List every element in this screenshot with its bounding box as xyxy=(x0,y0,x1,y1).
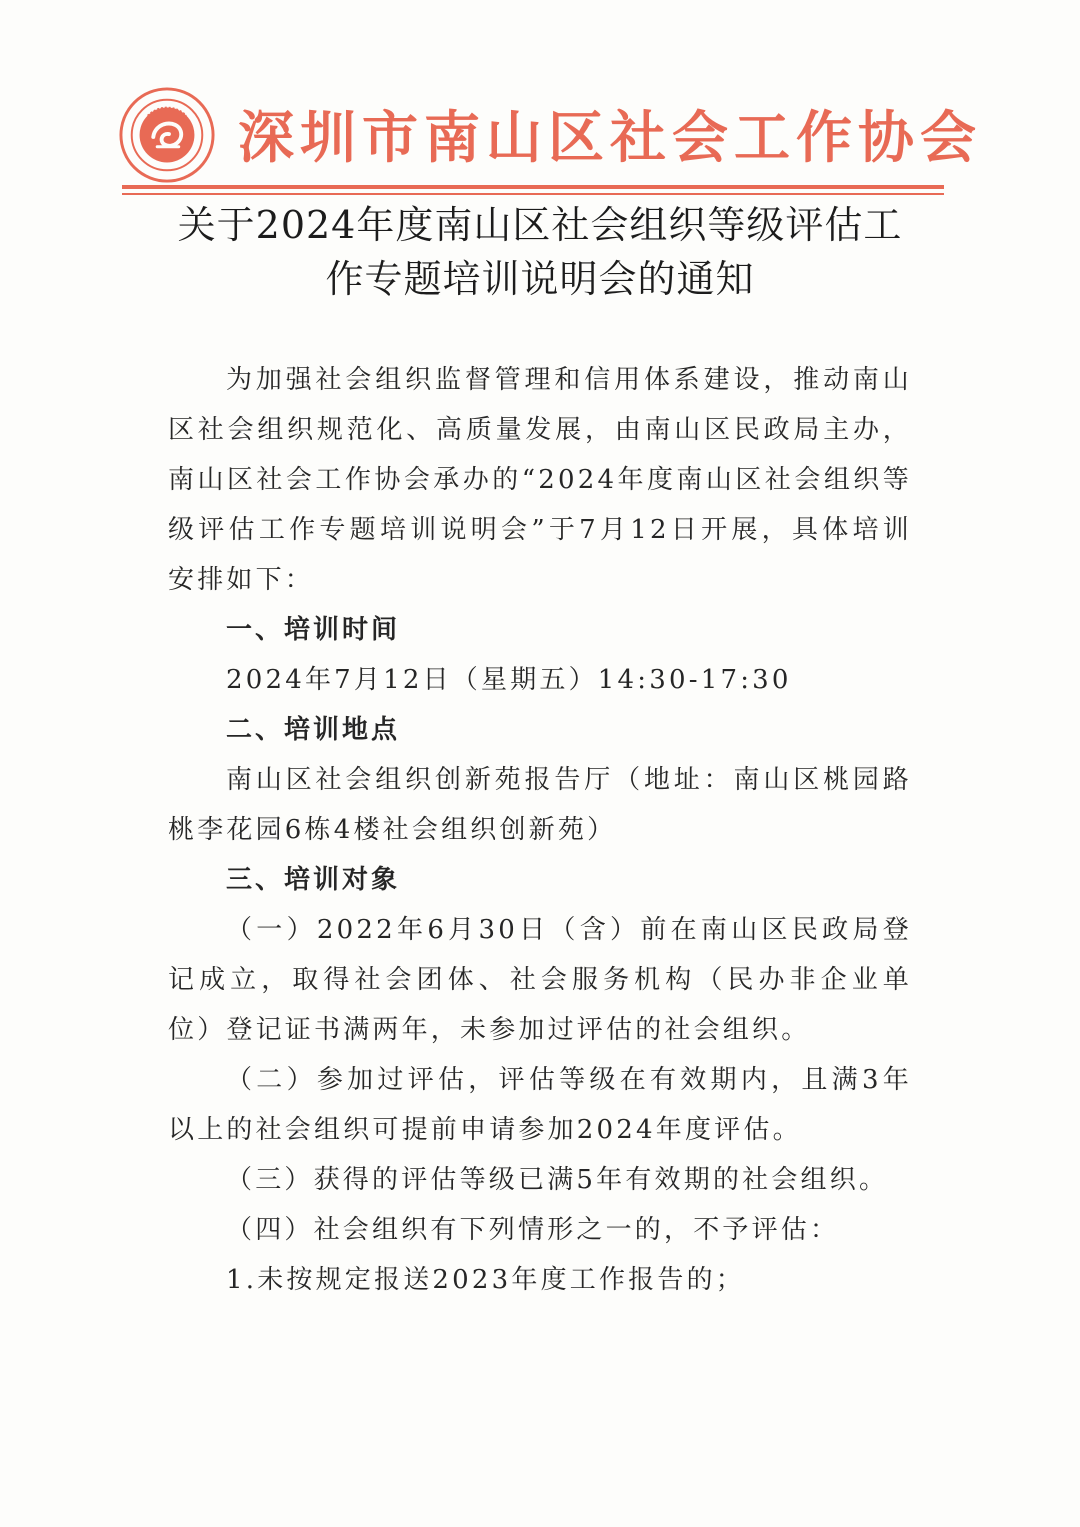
title-line-1: 关于2024年度南山区社会组织等级评估工 xyxy=(177,203,903,247)
audience-item-4: （四）社会组织有下列情形之一的，不予评估： xyxy=(226,1215,840,1245)
exclusion-item-1: 1.未按规定报送2023年度工作报告的； xyxy=(226,1265,745,1295)
letterhead-rule-thin xyxy=(122,193,944,195)
letterhead-rule-thick xyxy=(122,185,944,189)
audience-item-1: （一）2022年6月30日（含）前在南山区民政局登记成立，取得社会团体、社会服务机构（民办非企业单位）登记证书满两年，未参加过评估的社会组织。 xyxy=(168,915,912,1045)
audience-item-3: （三）获得的评估等级已满5年有效期的社会组织。 xyxy=(226,1165,889,1195)
notice-body xyxy=(168,355,912,1305)
training-time: 2024年7月12日（星期五）14:30-17:30 xyxy=(226,665,792,695)
intro-paragraph: 为加强社会组织监督管理和信用体系建设，推动南山区社会组织规范化、高质量发展，由南山区民政局主办，南山区社会工作协会承办的“2024年度南山区社会组织等级评估工作专题培训说明会”于7月12日开展，具体培训安排如下： xyxy=(168,365,912,595)
notice-title xyxy=(160,198,920,306)
title-line-2: 作专题培训说明会的通知 xyxy=(325,257,755,301)
organization-name: 深圳市南山区社会工作协会 xyxy=(238,105,982,171)
training-location: 南山区社会组织创新苑报告厅（地址：南山区桃园路桃李花园6栋4楼社会组织创新苑） xyxy=(168,765,912,845)
association-seal-logo xyxy=(118,86,216,184)
section-heading-location: 二、培训地点 xyxy=(226,715,401,745)
section-heading-time: 一、培训时间 xyxy=(226,615,401,645)
section-heading-audience: 三、培训对象 xyxy=(226,865,401,895)
letterhead xyxy=(118,80,982,180)
audience-item-2: （二）参加过评估，评估等级在有效期内，且满3年以上的社会组织可提前申请参加2024年度评估。 xyxy=(168,1065,912,1145)
